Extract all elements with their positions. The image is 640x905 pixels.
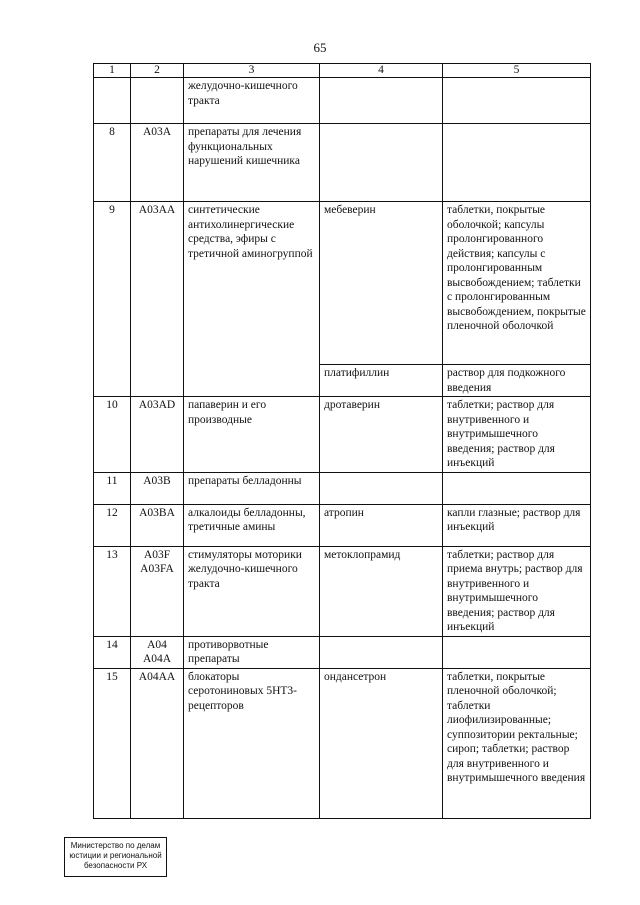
column-header: 2: [131, 64, 184, 78]
substance-cell: [320, 636, 443, 668]
dosage-forms-cell: таблетки, покрытые пленочной оболочкой; таблетки лиофилизированные; суппозитории ректальные; сироп; таблетки; раствор для внутривенного и внутримышечного введения: [443, 668, 591, 818]
page-number: 65: [313, 40, 327, 55]
row-number-cell: 10: [94, 397, 131, 473]
table-row: [94, 202, 591, 365]
group-name-cell: желудочно-кишечного тракта: [184, 78, 320, 124]
drug-registry-table: [93, 63, 591, 819]
table-row: [94, 546, 591, 636]
dosage-forms-cell: [443, 78, 591, 124]
atc-code-cell: A03AA: [131, 202, 184, 397]
dosage-forms-cell: [443, 636, 591, 668]
atc-code-cell: A03F A03FA: [131, 546, 184, 636]
substance-cell: метоклопрамид: [320, 546, 443, 636]
row-number-cell: 11: [94, 472, 131, 504]
substance-cell: [320, 472, 443, 504]
stamp-line: Министерство по делам: [70, 841, 161, 850]
dosage-forms-cell: раствор для подкожного введения: [443, 365, 591, 397]
dosage-forms-cell: таблетки, покрытые оболочкой; капсулы пролонгированного действия; капсулы с пролонгированным высвобождением; таблетки с пролонгированным высвобождением, покрытые пленочной оболочкой: [443, 202, 591, 365]
substance-cell: платифиллин: [320, 365, 443, 397]
dosage-forms-cell: таблетки; раствор для приема внутрь; раствор для внутривенного и внутримышечного введения; раствор для инъекций: [443, 546, 591, 636]
group-name-cell: папаверин и его производные: [184, 397, 320, 473]
atc-code-cell: A03A: [131, 124, 184, 202]
column-header: 4: [320, 64, 443, 78]
row-number-cell: [94, 78, 131, 124]
stamp-line: юстиции и региональной: [69, 851, 162, 860]
group-name-cell: синтетические антихолинергические средства, эфиры с третичной аминогруппой: [184, 202, 320, 397]
group-name-cell: препараты белладонны: [184, 472, 320, 504]
stamp-line: безопасности РХ: [83, 861, 148, 870]
table-row: [94, 668, 591, 818]
table-header-row: [94, 64, 591, 78]
group-name-cell: препараты для лечения функциональных нарушений кишечника: [184, 124, 320, 202]
row-number-cell: 8: [94, 124, 131, 202]
table-row: [94, 472, 591, 504]
group-name-cell: противорвотные препараты: [184, 636, 320, 668]
substance-cell: [320, 124, 443, 202]
column-header: 3: [184, 64, 320, 78]
dosage-forms-cell: капли глазные; раствор для инъекций: [443, 504, 591, 546]
column-header: 5: [443, 64, 591, 78]
atc-code-cell: [131, 78, 184, 124]
row-number-cell: 14: [94, 636, 131, 668]
table-row: [94, 78, 591, 124]
atc-code-cell: A03BA: [131, 504, 184, 546]
table-row: [94, 124, 591, 202]
dosage-forms-cell: таблетки; раствор для внутривенного и внутримышечного введения; раствор для инъекций: [443, 397, 591, 473]
substance-cell: атропин: [320, 504, 443, 546]
group-name-cell: стимуляторы моторики желудочно-кишечного тракта: [184, 546, 320, 636]
table-row: [94, 397, 591, 473]
table-row: [94, 636, 591, 668]
substance-cell: мебеверин: [320, 202, 443, 365]
dosage-forms-cell: [443, 124, 591, 202]
atc-code-cell: A04AA: [131, 668, 184, 818]
substance-cell: [320, 78, 443, 124]
column-header: 1: [94, 64, 131, 78]
table-row: [94, 504, 591, 546]
substance-cell: ондансетрон: [320, 668, 443, 818]
atc-code-cell: A03AD: [131, 397, 184, 473]
ministry-stamp: [64, 837, 167, 877]
atc-code-cell: A04 A04A: [131, 636, 184, 668]
group-name-cell: блокаторы серотониновых 5НТ3-рецепторов: [184, 668, 320, 818]
row-number-cell: 13: [94, 546, 131, 636]
row-number-cell: 9: [94, 202, 131, 397]
row-number-cell: 12: [94, 504, 131, 546]
dosage-forms-cell: [443, 472, 591, 504]
substance-cell: дротаверин: [320, 397, 443, 473]
row-number-cell: 15: [94, 668, 131, 818]
group-name-cell: алкалоиды белладонны, третичные амины: [184, 504, 320, 546]
atc-code-cell: A03B: [131, 472, 184, 504]
